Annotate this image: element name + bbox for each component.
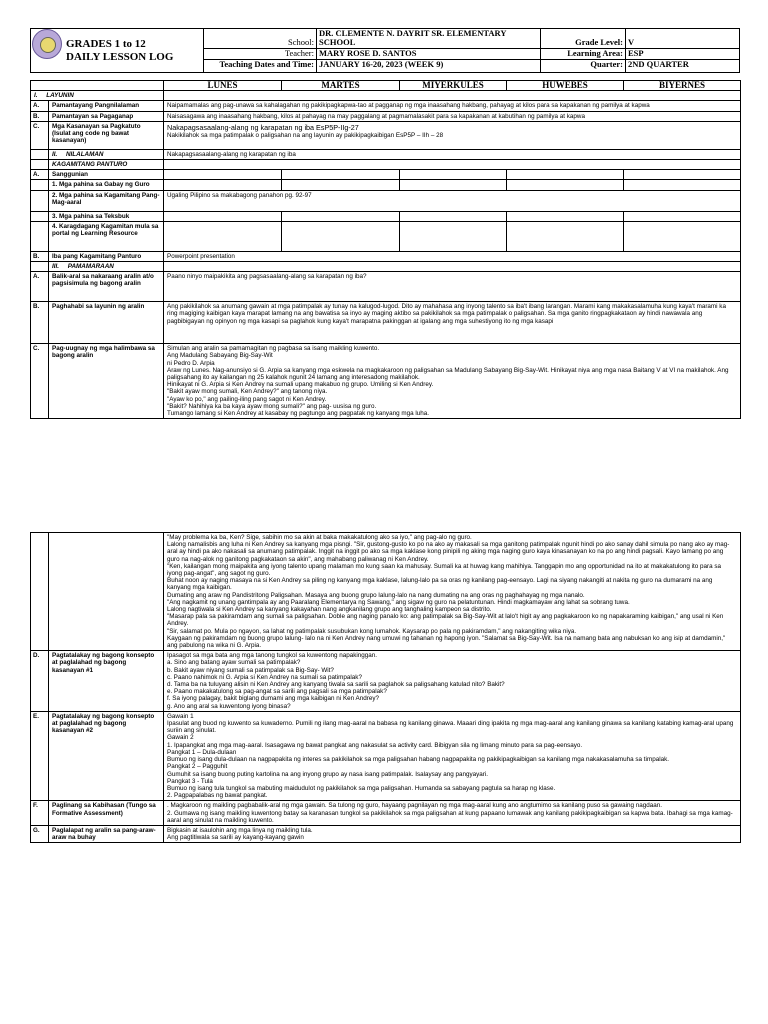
section-kagamitang-panturo: KAGAMITANG PANTURO <box>49 160 164 170</box>
text-balik-aral: Paano ninyo maipakikita ang pagsasaalang-alang sa karapatan ng iba? <box>164 272 741 302</box>
grade-value: V <box>628 37 635 47</box>
section-pamamaraan: III. PAMAMARAAN <box>49 262 164 272</box>
text-pagtatalakay-2: Gawain 1 Ipasulat ang buod ng kuwento sa kuwaderno. Pumili ng ilang mag-aaral na babasa ng kanilang ginawa. Maaari ding ipakita ng mga mag-aaral ang kanilang ginawa sa kanilang katabing kamag-aral upang suriin ang sinulat. Gawain 2 1. Ipapangkat ang mga mag-aaral. Isasagawa ng bawat pangkat ang nakasulat sa activity card. Bibigyan sila ng limang minuto para sa pag-eensayo. Pangkat 1 – Dula-dulaan Bumuo ng isang dula-dulaan na nagpapakita ng interes sa pakikilahok sa mga paligsahan habang nagpapakita ng pakikipagkaibigan sa kanilang mga nakakasalamuha sa timpalak. Pangkat 2 – Pagguhit Gumuhit sa isang buong puting kartolina na ang inyong grupo ay nasa isang patimpalak. Isalaysay ang pangyayari. Pangkat 3 - Tula Bumuo ng isang tula tungkol sa mabuting maidudulot ng pakikilahok sa mga paligsahan. Humanda sa sabayang pagtula sa harap ng klase. 2. Pagpapalabas ng bawat pangkat. <box>164 711 741 800</box>
teacher-label: Teacher: <box>284 48 314 58</box>
day-header-3: HUWEBES <box>507 81 624 91</box>
label-pamantayang-pangnilalaman: Pamantayang Pangnilalaman <box>49 101 164 111</box>
label-paglalapat: Paglalapat ng aralin sa pang-araw-araw na buhay <box>49 825 164 842</box>
label-iba-pang-kagamitan: Iba pang Kagamitang Panturo <box>49 251 164 261</box>
text-iba-pang-kagamitan: Powerpoint presentation <box>164 251 741 261</box>
label-pamantayan-pagaganap: Pamantayan sa Pagaganap <box>49 111 164 121</box>
label-gabay-guro: 1. Mga pahina sa Gabay ng Guro <box>49 180 164 190</box>
text-paglalapat: Bigkasin at isaulohin ang mga linya ng maikling tula. Ang pagtitiwala sa sarili ay kayang-kayang gawin <box>164 825 741 842</box>
label-kasanayan: Mga Kasanayan sa Pagkatuto (Isulat ang code ng bawat kasanayan) <box>49 121 164 149</box>
text-kuwento-continued: "May problema ka ba, Ken? Sige, sabihin mo sa akin at baka makakatulong ako sa iyo," ang pag-alo ng guro. Lalong namalisbis ang luha ni Ken Andrey sa kanyang mga pisngi. "Sir, gustong-gusto ko po na ako ay makasali sa mga ganitong patimpalak ngunit hindi po ako sanay dahil simula po nang ako ay mag-aral ay hindi pa ako nakasali sa anumang patimpalak. Inggit na inggit po ako sa mga kaklase kong pinipili ng aking mga naging guro kaya kinasanayan ko na po ang hindi pagsali. Kayo lamang po ang guro na nag-alok ng ganitong pagkakataon sa akin", ang mahabang paliwanag ni Ken Andrey. "Ken, kailangan mong maipakita ang iyong talento upang malaman mo kung saan ka mahusay. Sumali ka at huwag kang mahihiya. Tanggapin mo ang opportunidad na ito at makakatulong ito para sa iyong pag-angat", ang sagot ng guro. Buhat noon ay naging masaya na si Ken Andrey sa piling ng kanyang mga kaklase, lalung-lalo pa sa oras ng kanilang pag-eensayo. Lagi na siyang nakangiti at nakita ng guro na dumarami na ang kanyang mga kaibigan. Dumating ang araw ng Pandistritong Paligsahan. Masaya ang buong grupo lalung-lalo na nang dumating na ang oras ng paghahayag ng mga nanalo. "Ang nagkamit ng unang gantimpala ay ang Paaralang Elementarya ng Sawang," ang sigaw ng guro na pelatuntunan. Hindi magkamayaw ang lahat sa sobrang tuwa. Lalong nagtiwala si Ken Andrey sa kanyang kakayahan nang angkanilang grupo ang tanghaling kampeon sa distrito. "Masarap pala sa pakiramdam ang sumali sa paligsahan. Doble ang naging panalo ko: ang patimpalak sa Big-Say-Wit at lalo't higit ay ang pagkakaroon ko ng napakaraming kaibigan," ang usal ni Ken Andrey. "Sir, salamat po. Mula po ngayon, sa lahat ng patimpalak susubukan kong lumahok. Kaysarap po pala ng pakiramdam," ang nakangiting wika niya. Kaygaan ng pakiramdam ng buong grupo lalung- lalo na ni Ken Andrey nang umuwi ng tahanan ng hapong iyon. "Salamat sa Big-Say-Wit. Isa na namang bata ang nabuksan ko ang isip at damdamin," ang pabulong na wika ni G. Arpia. <box>164 533 741 651</box>
text-kasanayan: Nakapagsasaalang-alang ng karapatan ng iba EsP5P-IIg-27 Nakikilahok sa mga patimpalak o paligsahan na ang layunin ay pakikipagkaibigan EsP5P – IIh – 28 <box>164 121 741 149</box>
grade-label: Grade Level: <box>575 37 623 47</box>
day-header-4: BIYERNES <box>624 81 741 91</box>
text-nilalaman: Nakapagsasaalang-alang ng karapatan ng iba <box>164 149 741 159</box>
day-header-2: MIYERKULES <box>400 81 507 91</box>
deped-seal-icon <box>32 29 62 59</box>
title-line-2: DAILY LESSON LOG <box>66 51 174 63</box>
section-nilalaman: II. NILALAMAN <box>49 149 164 159</box>
text-paghahabi: Ang pakikilahok sa anumang gawain at mga patimpalak ay tunay na kalugod-lugod. Dito ay mahahasa ang inyong talento sa iba't ibang larangan. Marami kang makakasalamuha kung kaya't marami ka ring magiging kaibigan kaya marapat lamang na ang bawatisa sa inyo ay maging aktibo sa pakikilahok sa mga patimpalak o paligsahan. Sa mga ganito ringpagkakataon ay hindi nawawala ang pagbibigayan ng opinyon ng mga kasapi sa paglahok kung kaya't marapatna pakinggan at igalang ang mga suhestiyong ito ng mga kasapi <box>164 302 741 344</box>
label-paglinang: Paglinang sa Kabihasan (Tungo sa Formative Assessment) <box>49 801 164 826</box>
area-label: Learning Area: <box>567 48 623 58</box>
text-pamantayang-pangnilalaman: Naipamamalas ang pag-unawa sa kahalagahan ng pakikipagkapwa-tao at pagganap ng mga inaasahang hakbang, pahayag at kilos para sa kapakanan ng pamilya at kapwa <box>164 101 741 111</box>
text-paglinang: . Magkaroon ng maikling pagbabalik-aral ng mga gawain. Sa tulong ng guro, hayaang pagnilayan ng mga mag-aaral kung ano angtumimo sa kanilang puso sa gawaing nagdaan. 2. Gumawa ng isang maikling kuwentong batay sa karanasan tungkol sa pakikilahok sa mga paligsahan at kung papaano lumawak ang kanilang pakikipagkaibigan sa kapwa bata. Ibahagi sa mga kamag- aaral ang sinulat na maikling kuwento. <box>164 801 741 826</box>
day-header-0: LUNES <box>164 81 282 91</box>
school-label: School: <box>288 37 314 47</box>
school-value-2: SCHOOL <box>319 37 356 47</box>
label-pagtatalakay-2: Pagtatalakay ng bagong konsepto at paglalahad ng bagong kasanayan #2 <box>49 711 164 800</box>
label-kagamitang-mag-aaral: 2. Mga pahina sa Kagamitang Pang-Mag-aaral <box>49 190 164 211</box>
area-value: ESP <box>628 48 644 58</box>
label-pag-uugnay: Pag-uugnay ng mga halimbawa sa bagong aralin <box>49 344 164 419</box>
text-pamantayan-pagaganap: Naisasagawa ang inaasahang hakbang, kilos at pahayag na may paggalang at pagmamalasakit para sa kapakanan at kabutihan ng pamilya at kapwa <box>164 111 741 121</box>
label-paghahabi: Paghahabi sa layunin ng aralin <box>49 302 164 344</box>
label-pagtatalakay-1: Pagtatalakay ng bagong konsepto at paglalahad ng bagong kasanayan #1 <box>49 651 164 712</box>
day-header-1: MARTES <box>282 81 400 91</box>
corner-cell <box>31 81 164 91</box>
quarter-label: Quarter: <box>590 59 623 69</box>
label-balik-aral: Balik-aral sa nakaraang aralin at/o pagsisimula ng bagong aralin <box>49 272 164 302</box>
label-sanggunian: Sanggunian <box>49 170 164 180</box>
dates-value: JANUARY 16-20, 2023 (WEEK 9) <box>319 59 444 69</box>
teacher-value: MARY ROSE D. SANTOS <box>319 48 417 58</box>
dates-label: Teaching Dates and Time: <box>219 59 314 69</box>
title-line-1: GRADES 1 to 12 <box>66 38 146 50</box>
text-pagtatalakay-1: Ipasagot sa mga bata ang mga tanong tungkol sa kuwentong napakinggan. a. Sino ang batang ayaw sumali sa patimpalak? b. Bakit ayaw niyang sumali sa patimpalak sa Big-Say- Wit? c. Paano nahimok ni G. Arpia si Ken Andrey na sumali sa patimpalak? d. Tama ba na tuluyang alisin ni Ken Andrey ang kanyang tiwala sa sarili sa paglahok sa paligsahang katulad nito? Bakit? e. Paano makakatulong sa pag-angat sa sarili ang pagsali sa mga patimpalak? f. Sa iyong palagay, bakit biglang dumami ang mga kaibigan ni Ken Andrey? g. Ano ang aral sa kuwentong iyong binasa? <box>164 651 741 712</box>
lesson-table-2: "May problema ka ba, Ken? Sige, sabihin mo sa akin at baka makakatulong ako sa iyo," ang pag-alo ng guro. Lalong namalisbis ang luha ni Ken Andrey sa kanyang mga pisngi. "Sir, gustong-gusto ko po na ako ay makasali sa mga ganitong patimpalak ngunit hindi po ako sanay dahil simula po nang ako ay mag-aral ay hindi pa ako nakasali sa anumang patimpalak. Inggit na inggit po ako sa mga kaklase kong pinipili ng aking mga naging guro kaya kinasanayan ko na po ang hindi pagsali. Kayo lamang po ang guro na nag-alok ng ganitong pagkakataon sa akin", ang mahabang paliwanag ni Ken Andrey. "Ken, kailangan mong maipakita ang iyong talento upang malaman mo kung saan ka mahusay. Sumali ka at huwag kang mahihiya. Tanggapin mo ang opportunidad na ito at makakatulong ito para sa iyong pag-angat", ang sagot ng guro. Buhat noon ay naging masaya na si Ken Andrey sa piling ng kanyang mga kaklase, lalung-lalo pa sa oras ng kanilang pag-eensayo. Lagi na siyang nakangiti at nakita ng guro na dumarami na ang kanyang mga kaibigan. Dumating ang araw ng Pandistritong Paligsahan. Masaya ang buong grupo lalung-lalo na nang dumating na ang oras ng paghahayag ng mga nanalo. "Ang nagkamit ng unang gantimpala ay ang Paaralang Elementarya ng Sawang," ang sigaw ng guro na pelatuntunan. Hindi magkamayaw ang lahat sa sobrang tuwa. Lalong nagtiwala si Ken Andrey sa kanyang kakayahan nang angkanilang grupo ang tanghaling kampeon sa distrito. "Masarap pala sa pakiramdam ang sumali sa paligsahan. Doble ang naging panalo ko: ang patimpalak sa Big-Say-Wit at lalo't higit ay ang pagkakaroon ko ng napakaraming kaibigan," ang usal ni Ken Andrey. "Sir, salamat po. Mula po ngayon, sa lahat ng patimpalak susubukan kong lumahok. Kaysarap po pala ng pakiramdam," ang nakangiting wika niya. Kaygaan ng pakiramdam ng buong grupo lalung- lalo na ni Ken Andrey nang umuwi ng tahanan ng hapong iyon. "Salamat sa Big-Say-Wit. Isa na namang bata ang nabuksan ko ang isip at damdamin," ang pabulong na wika ni G. Arpia. D. Pagtatalakay ng bagong konsepto at paglalahad ng bagong kasanayan #1 Ipasagot sa mga bata ang mga tanong tungkol sa kuwentong napakinggan. a. Sino ang batang ayaw sumali sa patimpalak? b. Bakit ayaw niyang sumali sa patimpalak sa Big-Say- Wit? c. Paano nahimok ni G. Arpia si Ken Andrey na sumali sa patimpalak? d. Tama ba na tuluyang alisin ni Ken Andrey ang kanyang tiwala sa sarili sa paglahok sa paligsahang katulad nito? Bakit? e. Paano makakatulong sa pag-angat sa sarili ang pagsali sa mga patimpalak? f. Sa iyong palagay, bakit biglang dumami ang mga kaibigan ni Ken Andrey? g. Ano ang aral sa kuwentong iyong binasa? E. Pagtatalakay ng bagong konsepto at paglalahad ng bagong kasanayan #2 Gawain 1 Ipasulat ang buod ng kuwento sa kuwaderno. Pumili ng ilang mag-aaral na babasa ng kanilang ginawa. Maaari ding ipakita ng mga mag-aaral ang kanilang ginawa sa kanilang katabing kamag-aral upang suriin ang sinulat. Gawain 2 1. Ipapangkat ang mga mag-aaral. Isasagawa ng bawat pangkat ang nakasulat sa activity card. Bibigyan sila ng limang minuto para sa pag-eensayo. Pangkat 1 – Dula-dulaan Bumuo ng isang dula-dulaan na nagpapakita ng interes sa pakikilahok sa mga paligsahan habang nagpapakita ng pakikipagkaibigan sa kanilang mga nakakasalamuha sa timpalak. Pangkat 2 – Pagguhit Gumuhit sa isang buong puting kartolina na ang inyong grupo ay nasa isang patimpalak. Isalaysay ang pangyayari. Pangkat 3 - Tula Bumuo ng isang tula tungkol sa mabuting maidudulot ng pakikilahok sa mga paligsahan. Humanda sa sabayang pagtula sa harap ng klase. 2. Pagpapalabas ng bawat pangkat. F. Paglinang sa Kabihasan (Tungo sa Formative Assessment) . Magkaroon ng maikling pagbabalik-aral ng mga gawain. Sa tulong ng guro, hayaang pagnilayan ng mga mag-aaral kung ano angtumimo sa kanilang puso sa gawaing nagdaan. 2. Gumawa ng isang maikling kuwentong batay sa karanasan tungkol sa pakikilahok sa mga paligsahan at kung papaano lumawak ang kanilang pakikipagkaibigan sa kapwa bata. Ibahagi sa mga kamag- aaral ang sinulat na maikling kuwento. G. Paglalapat ng aralin sa pang-araw-araw na buhay Bigkasin at isaulohin ang mga linya ng maikling tula. Ang pagtitiwala sa sarili ay kayang-kayang gawin <box>30 532 741 843</box>
label-teksbuk: 3. Mga pahina sa Teksbuk <box>49 211 164 221</box>
text-kagamitang-mag-aaral: Ugaling Pilipino sa makabagong panahon pg. 92-97 <box>164 190 741 211</box>
lesson-table-1: LUNES MARTES MIYERKULES HUWEBES BIYERNES I. LAYUNIN A. Pamantayang Pangnilalaman Naipamamalas ang pag-unawa sa kahalagahan ng pakikipagkapwa-tao at pagganap ng mga inaasahang hakbang, pahayag at kilos para sa kapakanan ng pamilya at kapwa B. Pamantayan sa Pagaganap Naisasagawa ang inaasahang hakbang, kilos at pahayag na may paggalang at pagmamalasakit para sa kapakanan at kabutihan ng pamilya at kapwa C. Mga Kasanayan sa Pagkatuto (Isulat ang code ng bawat kasanayan) Nakapagsasaalang-alang ng karapatan ng iba EsP5P-IIg-27 Nakikilahok sa mga patimpalak o paligsahan na ang layunin ay pakikipagkaibigan EsP5P – IIh – 28 II. NILALAMAN Nakapagsasaalang-alang ng karapatan ng iba KAGAMITANG PANTURO A. Sanggunian 1. Mga pahina sa Gabay ng Guro 2. Mga pahina sa Kagamitang Pang-Mag-aaral Ugaling Pilipino sa makabagong panahon pg. 92-97 3. Mga pahina sa Teksbuk 4. Karagdagang Kagamitan mula sa portal ng Learning Resource B. Iba pang Kagamitang Panturo Powerpoint presentation III. PAMAMARAAN A. Balik-aral sa nakaraang aralin at/o pagsisimula ng bagong aralin Paano ninyo maipakikita ang pagsasaalang-alang sa karapatan ng iba? B. Paghahabi sa layunin ng aralin Ang pakikilahok sa anumang gawain at mga patimpalak ay tunay na kalugod-lugod. Dito ay mahahasa ang inyong talento sa iba't ibang larangan. Marami kang makakasalamuha kung kaya't marami ka ring magiging kaibigan kaya marapat lamang na ang bawatisa sa inyo ay maging aktibo sa pakikilahok sa mga patimpalak o paligsahan. Sa mga ganito ringpagkakataon ay hindi nawawala ang pagbibigayan ng opinyon ng mga kasapi sa paglahok kung kaya't marapatna pakinggan at igalang ang mga suhestiyong ito ng mga kasapi C. Pag-uugnay ng mga halimbawa sa bagong aralin Simulan ang aralin sa pamamagitan ng pagbasa sa isang maikling kuwento. Ang Madulang Sabayang Big-Say-Wit ni Pedro D. Arpia Araw ng Lunes. Nag-anunsiyo si G. Arpia sa kanyang mga eskwela na magkakaroon ng paligsahan sa Madulang Sabayang Big-Say-Wit. Hinikayat niya ang mga nasa Baitang V at VI na makilahok. Ang paligsahang ito ay kailangan ng 25 kalahok ngunit 24 lamang ang interesadong makilahok. Hinikayat ni G. Arpia si Ken Andrey na sumali upang makabuo ng grupo. Umiling si Ken Andrey. "Bakit ayaw mong sumali, Ken Andrey?" ang tanong niya. "Ayaw ko po," ang pailing-iling pang sagot ni Ken Andrey. "Bakit? Nahihiya ka ba kaya ayaw mong sumali?" ang pag- uusisa ng guro. Tumango lamang si Ken Andrey at kasabay ng pagtungo ang pagpatak ng kanyang mga luha. <box>30 80 741 419</box>
section-layunin: I. LAYUNIN <box>31 91 164 101</box>
school-value-1: DR. CLEMENTE N. DAYRIT SR. ELEMENTARY <box>319 28 507 38</box>
text-pag-uugnay: Simulan ang aralin sa pamamagitan ng pagbasa sa isang maikling kuwento. Ang Madulang Sabayang Big-Say-Wit ni Pedro D. Arpia Araw ng Lunes. Nag-anunsiyo si G. Arpia sa kanyang mga eskwela na magkakaroon ng paligsahan sa Madulang Sabayang Big-Say-Wit. Hinikayat niya ang mga nasa Baitang V at VI na makilahok. Ang paligsahang ito ay kailangan ng 25 kalahok ngunit 24 lamang ang interesadong makilahok. Hinikayat ni G. Arpia si Ken Andrey na sumali upang makabuo ng grupo. Umiling si Ken Andrey. "Bakit ayaw mong sumali, Ken Andrey?" ang tanong niya. "Ayaw ko po," ang pailing-iling pang sagot ni Ken Andrey. "Bakit? Nahihiya ka ba kaya ayaw mong sumali?" ang pag- uusisa ng guro. Tumango lamang si Ken Andrey at kasabay ng pagtungo ang pagpatak ng kanyang mga luha. <box>164 344 741 419</box>
label-karagdagang-kagamitan: 4. Karagdagang Kagamitan mula sa portal ng Learning Resource <box>49 221 164 251</box>
quarter-value: 2ND QUARTER <box>628 59 689 69</box>
